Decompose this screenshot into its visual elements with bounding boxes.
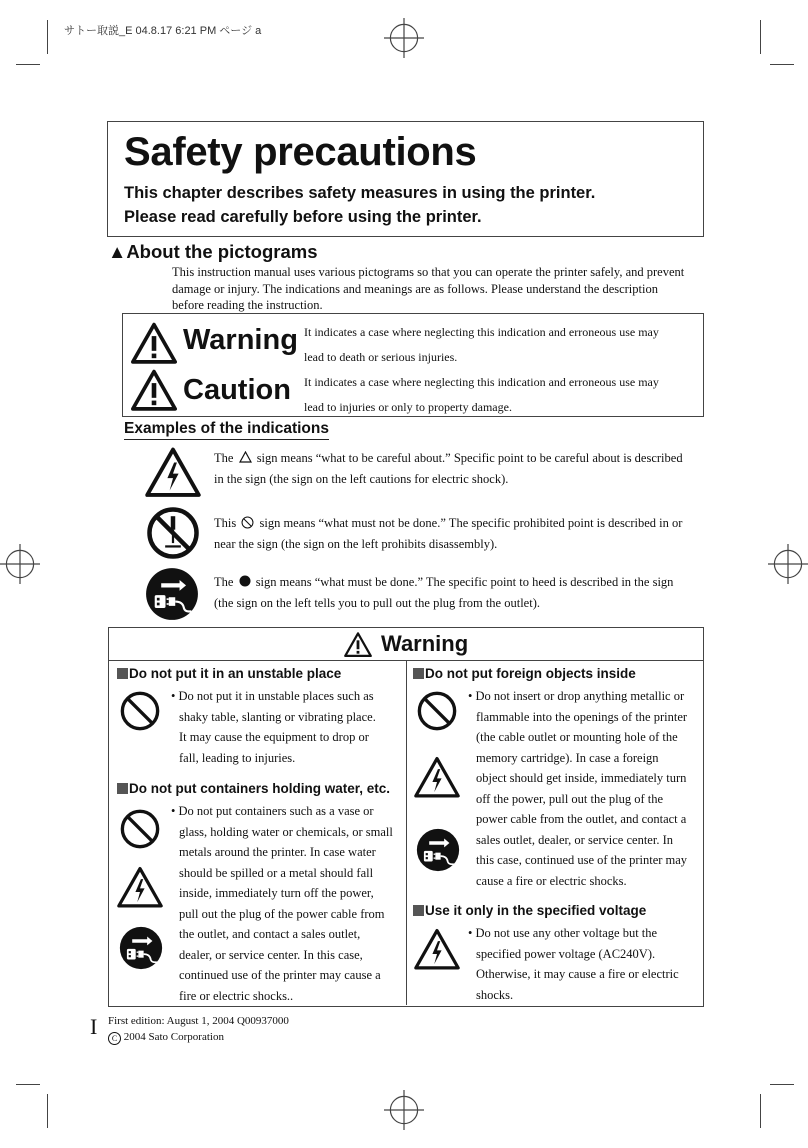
warning-section-header bbox=[109, 628, 703, 661]
item-text-foreign bbox=[468, 686, 700, 891]
item-line: • Do not put containers such as a vase or bbox=[171, 804, 374, 818]
example-mandatory-line-2: (the sign on the left tells you to pull out the plug from the outlet). bbox=[214, 596, 540, 610]
item-heading-unstable bbox=[117, 666, 341, 681]
example-caution-line-2: in the sign (the sign on the left cautions for electric shock). bbox=[214, 472, 509, 486]
item-line: the outlet, and contact a sales outlet, bbox=[179, 927, 361, 941]
caution-description bbox=[304, 370, 699, 420]
warning-desc-line-1: It indicates a case where neglecting this indication and erroneous use may bbox=[304, 325, 659, 339]
example-caution-post: sign means “what to be careful about.” Specific point to be careful about is described bbox=[256, 451, 683, 465]
warning-section-title: Warning bbox=[381, 631, 469, 656]
item-line: dealer, or service center. In this case, bbox=[179, 947, 363, 962]
electric-shock-icon bbox=[414, 928, 460, 970]
electric-shock-icon bbox=[145, 446, 201, 498]
item-line: flammable into the openings of the printer bbox=[476, 709, 688, 724]
caution-triangle-icon bbox=[131, 369, 177, 411]
warning-section bbox=[108, 627, 704, 1007]
square-bullet-icon bbox=[117, 668, 128, 679]
warning-desc-line-2: lead to death or serious injuries. bbox=[304, 350, 458, 364]
item-heading-voltage-text: Use it only in the specified voltage bbox=[425, 903, 647, 918]
crop-mark bbox=[16, 1084, 40, 1085]
warning-triangle-icon bbox=[131, 322, 177, 364]
examples-heading: Examples of the indications bbox=[124, 420, 329, 440]
item-line: cause a fire or electric shocks. bbox=[476, 873, 627, 888]
footer-edition: First edition: August 1, 2004 Q00937000 bbox=[108, 1015, 289, 1027]
item-text-unstable bbox=[171, 686, 403, 768]
item-line: power cable from the outlet, and contact a bbox=[476, 812, 687, 826]
small-triangle-icon bbox=[239, 451, 252, 463]
copyright-text: 2004 Sato Corporation bbox=[123, 1031, 224, 1043]
page-marker: I bbox=[90, 1014, 98, 1039]
crop-mark bbox=[770, 64, 794, 65]
item-line: pull out the plug of the power cable from bbox=[179, 906, 385, 921]
copyright-icon bbox=[108, 1032, 121, 1045]
unplug-icon bbox=[145, 567, 199, 621]
item-line: shocks. bbox=[476, 987, 514, 1002]
item-line: off the power, pull out the plug of the bbox=[476, 791, 664, 806]
item-line: object should get inside, immediately turn bbox=[476, 771, 687, 785]
item-line: memory cartridge). In case a foreign bbox=[476, 750, 659, 765]
example-prohibit-post: sign means “what must not be done.” The specific prohibited point is described in or bbox=[259, 516, 683, 530]
prohibited-icon bbox=[119, 690, 161, 732]
registration-mark-bottom bbox=[378, 1090, 430, 1130]
item-line: inside, immediately turn off the power, bbox=[179, 886, 374, 900]
example-prohibit-text bbox=[214, 513, 704, 555]
subtitle-line-1: This chapter describes safety measures in using the printer. bbox=[124, 184, 596, 202]
square-bullet-icon bbox=[117, 783, 128, 794]
item-line: fire or electric shocks.. bbox=[179, 988, 294, 1003]
small-prohibit-icon bbox=[241, 516, 254, 529]
item-line: (the cable outlet or mounting hole of the bbox=[476, 730, 678, 744]
small-dot-icon bbox=[239, 575, 251, 587]
item-line: continued use of the printer may cause a bbox=[179, 968, 381, 982]
item-line: shaky table, slanting or vibrating place. bbox=[179, 709, 376, 724]
item-text-water bbox=[171, 801, 403, 1006]
item-heading-voltage bbox=[413, 903, 646, 918]
about-heading bbox=[108, 241, 317, 263]
item-line: glass, holding water or chemicals, or small bbox=[179, 824, 393, 839]
item-line: metals around the printer. In case water bbox=[179, 845, 376, 859]
crop-mark bbox=[47, 1094, 48, 1128]
item-line: this case, continued use of the printer may bbox=[476, 853, 688, 867]
item-line: • Do not insert or drop anything metallic or bbox=[468, 689, 685, 703]
registration-mark-left bbox=[0, 544, 40, 584]
about-paragraph bbox=[172, 264, 712, 314]
unplug-icon bbox=[119, 926, 163, 970]
example-mandatory-post: sign means “what must be done.” The specific point to heed is described in the sign bbox=[255, 575, 674, 589]
crop-mark bbox=[760, 20, 761, 54]
square-bullet-icon bbox=[413, 905, 424, 916]
triangle-marker-icon: ▲ bbox=[108, 241, 127, 262]
about-line-3: before reading the instruction. bbox=[172, 298, 323, 312]
disassembly-prohibited-icon bbox=[145, 505, 201, 561]
page-title: Safety precautions bbox=[124, 130, 477, 174]
caution-desc-line-1: It indicates a case where neglecting this indication and erroneous use may bbox=[304, 375, 659, 389]
item-line: fall, leading to injuries. bbox=[179, 750, 296, 765]
registration-mark-right bbox=[768, 544, 808, 584]
warning-triangle-icon bbox=[344, 632, 372, 657]
electric-shock-icon bbox=[414, 756, 460, 798]
caution-label: Caution bbox=[183, 374, 291, 406]
electric-shock-icon bbox=[117, 866, 163, 908]
item-line: • Do not use any other voltage but the bbox=[468, 926, 658, 940]
crop-mark bbox=[16, 64, 40, 65]
unplug-icon bbox=[416, 828, 460, 872]
copyright-symbol: C bbox=[111, 1034, 118, 1043]
about-line-1: This instruction manual uses various pictograms so that you can operate the printer safely, and prevent bbox=[172, 265, 685, 279]
example-caution-text bbox=[214, 448, 704, 490]
item-text-voltage bbox=[468, 923, 700, 1005]
item-heading-water-text: Do not put containers holding water, etc. bbox=[129, 781, 391, 796]
item-heading-foreign-text: Do not put foreign objects inside bbox=[425, 666, 636, 681]
square-bullet-icon bbox=[413, 668, 424, 679]
example-mandatory-pre: The bbox=[214, 575, 234, 589]
warning-label: Warning bbox=[183, 324, 298, 356]
caution-desc-line-2: lead to injuries or only to property damage. bbox=[304, 400, 512, 414]
footer-copyright bbox=[108, 1029, 224, 1045]
item-line: It may cause the equipment to drop or bbox=[179, 730, 369, 744]
about-heading-text: About the pictograms bbox=[126, 241, 318, 262]
crop-mark bbox=[770, 1084, 794, 1085]
title-box bbox=[107, 121, 704, 237]
item-line: specified power voltage (AC240V). bbox=[476, 946, 656, 961]
prohibited-icon bbox=[119, 808, 161, 850]
example-prohibit-line-2: near the sign (the sign on the left prohibits disassembly). bbox=[214, 537, 498, 551]
prohibited-icon bbox=[416, 690, 458, 732]
item-line: • Do not put it in unstable places such as bbox=[171, 689, 374, 703]
item-heading-foreign bbox=[413, 666, 636, 681]
item-line: should be spilled or a metal should fall bbox=[179, 865, 374, 880]
column-divider bbox=[406, 661, 407, 1005]
item-heading-unstable-text: Do not put it in an unstable place bbox=[129, 666, 342, 681]
warning-description bbox=[304, 320, 699, 370]
subtitle-line-2: Please read carefully before using the printer. bbox=[124, 208, 482, 226]
about-line-2: damage or injury. The indications and meanings are as follows. Please understand the description bbox=[172, 281, 658, 296]
pictogram-box bbox=[122, 313, 704, 417]
crop-mark bbox=[760, 1094, 761, 1128]
example-caution-pre: The bbox=[214, 451, 234, 465]
item-line: Otherwise, it may cause a fire or electric bbox=[476, 967, 679, 981]
item-line: sales outlet, dealer, or service center. In bbox=[476, 832, 673, 847]
print-header-meta: サトー取説_E 04.8.17 6:21 PM ページ a bbox=[64, 25, 262, 37]
registration-mark-top bbox=[378, 18, 430, 58]
example-prohibit-pre: This bbox=[214, 516, 237, 530]
item-heading-water bbox=[117, 781, 390, 796]
example-mandatory-text bbox=[214, 572, 704, 614]
crop-mark bbox=[47, 20, 48, 54]
